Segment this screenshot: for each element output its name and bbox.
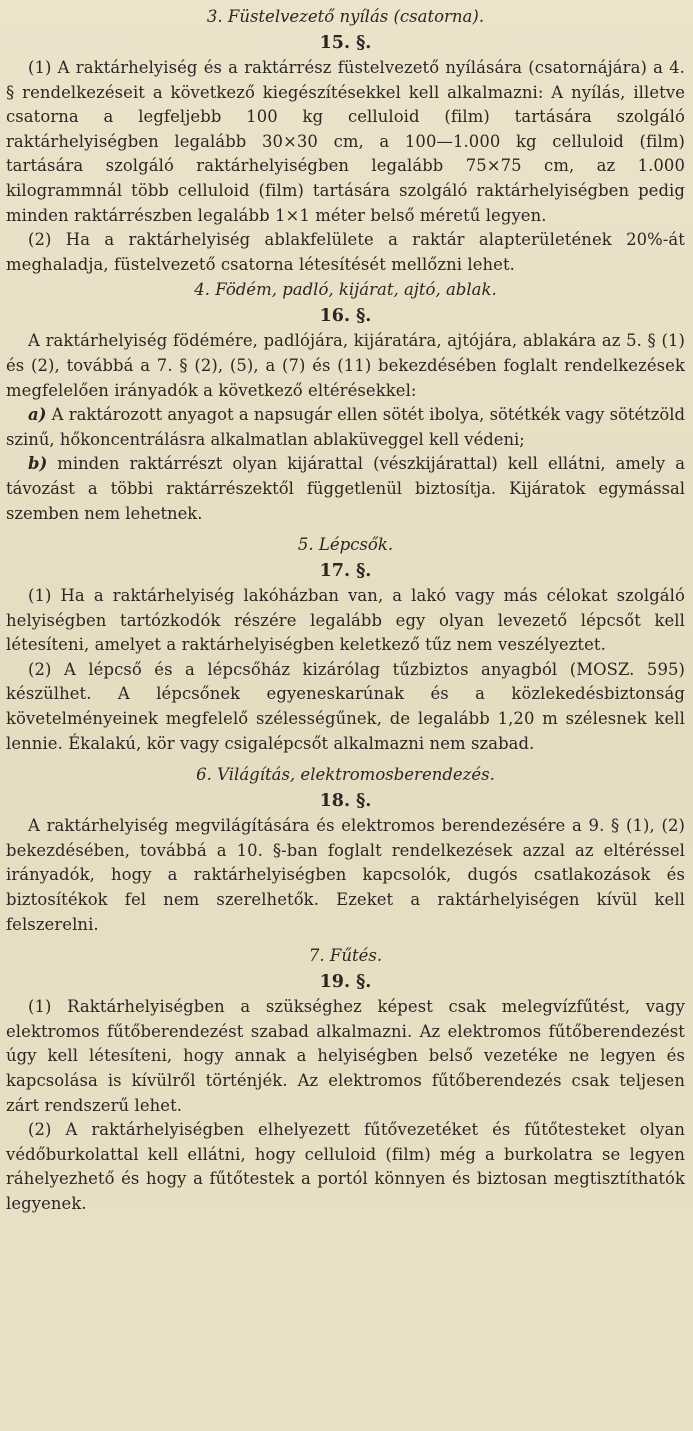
paragraph-number: 19. §. (319, 972, 372, 993)
paragraph-number: 18. §. (319, 791, 372, 812)
section-7 (6, 943, 685, 1216)
section-heading: 5. Lépcsők. (297, 535, 394, 555)
paragraph-text: (2) A raktárhelyiségben elhelyezett fűtővezetéket és fűtőtesteket olyan védőburkolattal kell ellátni, hogy celluloid (film) még a burkolatra se legyen ráhelyezhető és hogy a fűtőtestek a portól könnyen és biztosan megtisztíthatók legyenek. (6, 1120, 685, 1213)
paragraph-text: (1) Raktárhelyiségben a szükséghez képest csak melegvízfűtést, vagy elektromos fűtőberendezést szabad alkalmazni. Az elektromos fűtőberendezést úgy kell létesíteni, hogy annak a helyiségben belső vezetéke ne legyen és kapcsolása is kívülről történjék. Az elektromos fűtőberendezés csak teljesen zárt rendszerű lehet. (6, 997, 685, 1115)
paragraph-text: (1) Ha a raktárhelyiség lakóházban van, a lakó vagy más célokat szolgáló helyiségben tartózkodók részére legalább egy olyan levezető lépcsőt kell létesíteni, amelyet a raktárhelyiségben keletkező tűz nem veszélyeztet. (6, 586, 685, 655)
paragraph-number: 17. §. (319, 561, 372, 582)
list-item-text: minden raktárrészt olyan kijárattal (vészkijárattal) kell ellátni, amely a távozást a többi raktárrészektől függetlenül biztosítja. Kijáratok egymással szemben nem lehetnek. (6, 454, 685, 523)
paragraph-number: 15. §. (319, 33, 372, 53)
section-3 (6, 4, 685, 277)
section-6 (6, 762, 685, 937)
list-item-text: A raktározott anyagot a napsugár ellen sötét ibolya, sötétkék vagy sötétzöld szinű, hőkoncentrálásra alkalmatlan ablaküveggel kell védeni; (6, 405, 685, 449)
section-heading: 7. Fűtés. (308, 946, 383, 966)
list-item-label: b) (28, 454, 48, 474)
section-4 (6, 277, 685, 526)
paragraph-text: (2) A lépcső és a lépcsőház kizárólag tűzbiztos anyagból (MOSZ. 595) készülhet. A lépcsőnek egyeneskarúnak és a közlekedésbiztonság követelményeinek megfelelő szélességűnek, de legalább 1,20 m szélesnek kell lennie. Ékalakú, kör vagy csigalépcsőt alkalmazni nem szabad. (6, 659, 685, 753)
paragraph-text: A raktárhelyiség megvilágítására és elektromos berendezésére a 9. § (1), (2) bekezdésében, továbbá a 10. §-ban foglalt rendelkezések azzal az eltéréssel irányadók, hogy a raktárhelyiségben kapcsolók, dugós csatlakozások és biztosítékok fel nem szerelhetők. Ezeket a raktárhelyiségen kívül kell felszerelni. (6, 816, 685, 934)
section-5 (6, 532, 685, 756)
list-item (6, 403, 685, 452)
paragraph-text: A raktárhelyiség födémére, padlójára, kijáratára, ajtójára, ablakára az 5. § (1) és (2), továbbá a 7. § (2), (5), a (7) és (11) bekezdésében foglalt rendelkezések megfelelően irányadók a következő eltérésekkel: (6, 331, 685, 400)
paragraph-text: (2) Ha a raktárhelyiség ablakfelülete a raktár alapterületének 20%-át meghaladja, füstelvezető csatorna létesítését mellőzni lehet. (6, 230, 685, 274)
section-heading: 3. Füstelvezető nyílás (csatorna). (206, 7, 485, 26)
list-item (6, 452, 685, 526)
paragraph-number: 16. §. (319, 306, 372, 327)
section-heading: 6. Világítás, elektromosberendezés. (196, 765, 495, 785)
paragraph-text: (1) A raktárhelyiség és a raktárrész füstelvezető nyílására (csatornájára) a 4. § rendelkezéseit a következő kiegészítésekkel kell alkalmazni: A nyílás, illetve csatorna a legfeljebb 100 kg celluloid (film) tartására szolgáló raktárhelyiségben legalább 30×30 cm, a 100—1.000 kg celluloid (film) tartására szolgáló raktárhelyiségben legalább 75×75 cm, az 1.000 kilogrammnál több celluloid (film) tartására szolgáló raktárhelyiségben pedig minden raktárrészben legalább 1×1 méter belső méretű legyen. (6, 58, 685, 225)
section-heading: 4. Födém, padló, kijárat, ajtó, ablak. (194, 280, 497, 300)
list-item-label: a) (28, 405, 47, 425)
